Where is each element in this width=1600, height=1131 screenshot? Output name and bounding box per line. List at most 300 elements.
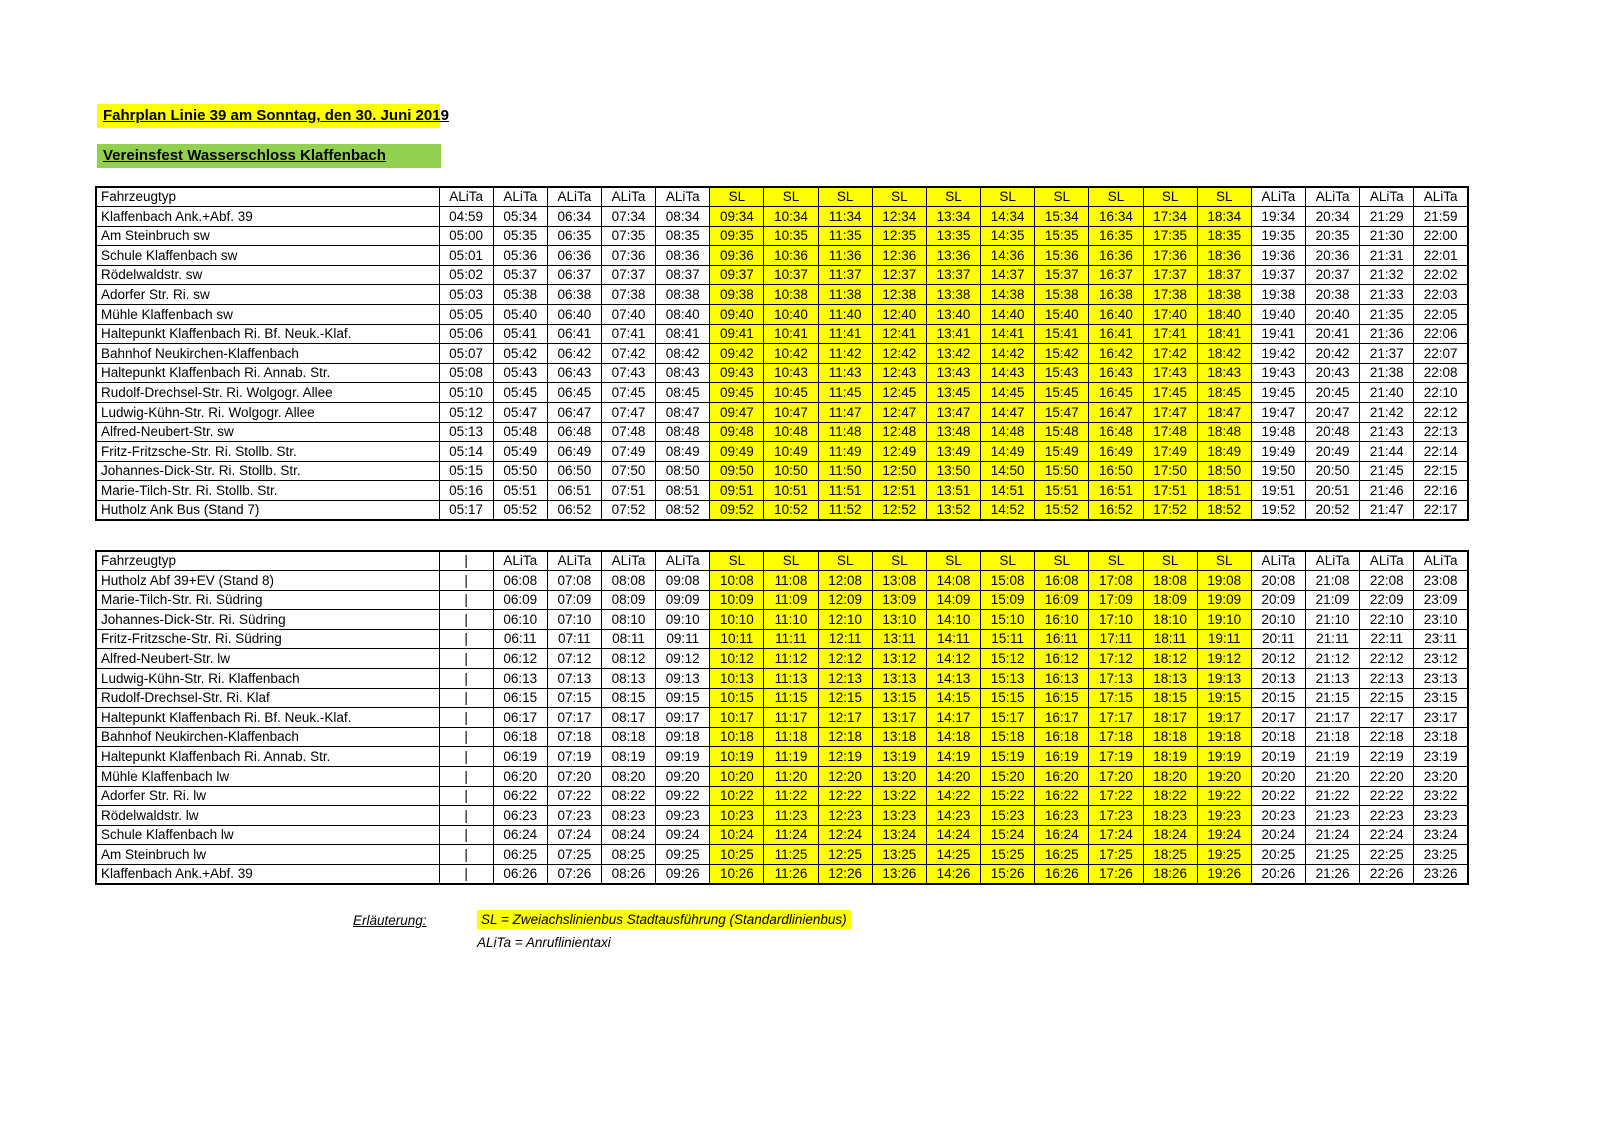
time-cell: 09:40 [710, 305, 764, 325]
time-cell: 20:40 [1306, 305, 1360, 325]
time-cell: 06:23 [493, 806, 547, 826]
time-cell: 22:23 [1360, 806, 1414, 826]
time-cell: 22:08 [1360, 571, 1414, 591]
time-cell: 16:26 [1035, 865, 1089, 885]
time-cell: 17:47 [1143, 403, 1197, 423]
station-cell: Rudolf-Drechsel-Str. Ri. Klaf [96, 688, 439, 708]
time-cell: 05:50 [493, 461, 547, 481]
time-cell: 22:12 [1360, 649, 1414, 669]
time-cell: 18:15 [1143, 688, 1197, 708]
timetable-row [96, 265, 1468, 285]
time-cell: 17:35 [1143, 226, 1197, 246]
time-cell: 18:41 [1197, 324, 1251, 344]
station-cell: Alfred-Neubert-Str. sw [96, 422, 439, 442]
time-cell: 15:08 [981, 571, 1035, 591]
time-cell: 21:19 [1306, 747, 1360, 767]
station-cell: Marie-Tilch-Str. Ri. Stollb. Str. [96, 481, 439, 501]
time-cell: 21:23 [1306, 806, 1360, 826]
time-cell: 14:40 [981, 305, 1035, 325]
timetable-row [96, 344, 1468, 364]
station-cell: Adorfer Str. Ri. sw [96, 285, 439, 305]
time-cell: 17:08 [1089, 571, 1143, 591]
time-cell: 20:25 [1251, 845, 1305, 865]
time-cell: 18:52 [1197, 501, 1251, 521]
column-header-alita: ALiTa [601, 187, 655, 207]
time-cell: 17:20 [1089, 767, 1143, 787]
continuation-mark-cell: | [439, 571, 493, 591]
time-cell: 08:38 [656, 285, 710, 305]
time-cell: 19:51 [1251, 481, 1305, 501]
timetable-row [96, 481, 1468, 501]
time-cell: 16:18 [1035, 727, 1089, 747]
time-cell: 17:10 [1089, 610, 1143, 630]
continuation-mark-cell: | [439, 629, 493, 649]
time-cell: 18:25 [1143, 845, 1197, 865]
time-cell: 10:42 [764, 344, 818, 364]
time-cell: 10:52 [764, 501, 818, 521]
time-cell: 15:51 [1035, 481, 1089, 501]
time-cell: 21:10 [1306, 610, 1360, 630]
time-cell: 09:42 [710, 344, 764, 364]
time-cell: 11:10 [764, 610, 818, 630]
time-cell: 08:09 [601, 590, 655, 610]
time-cell: 17:17 [1089, 708, 1143, 728]
continuation-mark-cell: | [439, 708, 493, 728]
continuation-mark-cell: | [439, 688, 493, 708]
continuation-mark-cell: | [439, 865, 493, 885]
timetable-row [96, 422, 1468, 442]
station-cell: Am Steinbruch lw [96, 845, 439, 865]
time-cell: 09:47 [710, 403, 764, 423]
time-cell: 18:08 [1143, 571, 1197, 591]
time-cell: 05:42 [493, 344, 547, 364]
column-header-alita: ALiTa [1306, 187, 1360, 207]
time-cell: 16:50 [1089, 461, 1143, 481]
time-cell: 06:52 [547, 501, 601, 521]
column-header-fahrzeugtyp: Fahrzeugtyp [96, 187, 439, 207]
time-cell: 20:22 [1251, 786, 1305, 806]
time-cell: 22:24 [1360, 825, 1414, 845]
timetable-row [96, 845, 1468, 865]
time-cell: 12:24 [818, 825, 872, 845]
time-cell: 21:18 [1306, 727, 1360, 747]
time-cell: 23:10 [1414, 610, 1468, 630]
time-cell: 06:12 [493, 649, 547, 669]
time-cell: 21:24 [1306, 825, 1360, 845]
time-cell: 10:45 [764, 383, 818, 403]
time-cell: 19:36 [1251, 246, 1305, 266]
column-header-alita: ALiTa [439, 187, 493, 207]
column-header-continuation: | [439, 551, 493, 571]
time-cell: 09:19 [656, 747, 710, 767]
timetable-row [96, 403, 1468, 423]
time-cell: 05:41 [493, 324, 547, 344]
time-cell: 06:25 [493, 845, 547, 865]
column-header-alita: ALiTa [1251, 551, 1305, 571]
time-cell: 13:34 [926, 207, 980, 227]
time-cell: 13:26 [872, 865, 926, 885]
time-cell: 07:41 [601, 324, 655, 344]
time-cell: 05:38 [493, 285, 547, 305]
time-cell: 23:25 [1414, 845, 1468, 865]
time-cell: 19:10 [1197, 610, 1251, 630]
time-cell: 14:12 [926, 649, 980, 669]
time-cell: 12:17 [818, 708, 872, 728]
time-cell: 09:49 [710, 442, 764, 462]
column-header-alita: ALiTa [1306, 551, 1360, 571]
time-cell: 12:15 [818, 688, 872, 708]
time-cell: 13:18 [872, 727, 926, 747]
time-cell: 06:35 [547, 226, 601, 246]
time-cell: 10:11 [710, 629, 764, 649]
time-cell: 05:37 [493, 265, 547, 285]
time-cell: 21:42 [1360, 403, 1414, 423]
time-cell: 07:34 [601, 207, 655, 227]
time-cell: 10:26 [710, 865, 764, 885]
time-cell: 15:18 [981, 727, 1035, 747]
column-header-sl: SL [710, 551, 764, 571]
time-cell: 13:12 [872, 649, 926, 669]
time-cell: 13:43 [926, 363, 980, 383]
time-cell: 06:38 [547, 285, 601, 305]
time-cell: 15:23 [981, 806, 1035, 826]
time-cell: 21:31 [1360, 246, 1414, 266]
time-cell: 11:43 [818, 363, 872, 383]
time-cell: 19:11 [1197, 629, 1251, 649]
time-cell: 07:24 [547, 825, 601, 845]
time-cell: 19:47 [1251, 403, 1305, 423]
time-cell: 21:43 [1360, 422, 1414, 442]
time-cell: 20:34 [1306, 207, 1360, 227]
time-cell: 23:17 [1414, 708, 1468, 728]
time-cell: 05:01 [439, 246, 493, 266]
time-cell: 16:37 [1089, 265, 1143, 285]
time-cell: 22:15 [1414, 461, 1468, 481]
time-cell: 21:22 [1306, 786, 1360, 806]
time-cell: 20:35 [1306, 226, 1360, 246]
time-cell: 14:43 [981, 363, 1035, 383]
page-title: Fahrplan Linie 39 am Sonntag, den 30. Juni 2019 [97, 104, 440, 128]
time-cell: 17:45 [1143, 383, 1197, 403]
time-cell: 09:20 [656, 767, 710, 787]
timetable-row [96, 610, 1468, 630]
time-cell: 10:23 [710, 806, 764, 826]
column-header-sl: SL [926, 187, 980, 207]
time-cell: 08:42 [656, 344, 710, 364]
time-cell: 08:11 [601, 629, 655, 649]
time-cell: 18:13 [1143, 669, 1197, 689]
time-cell: 23:22 [1414, 786, 1468, 806]
time-cell: 08:51 [656, 481, 710, 501]
time-cell: 21:09 [1306, 590, 1360, 610]
column-header-alita: ALiTa [547, 551, 601, 571]
time-cell: 07:36 [601, 246, 655, 266]
time-cell: 20:13 [1251, 669, 1305, 689]
time-cell: 18:34 [1197, 207, 1251, 227]
time-cell: 08:08 [601, 571, 655, 591]
legend-line-alita: ALiTa = Anruflinientaxi [477, 935, 611, 950]
time-cell: 05:13 [439, 422, 493, 442]
time-cell: 09:45 [710, 383, 764, 403]
time-cell: 21:12 [1306, 649, 1360, 669]
station-cell: Marie-Tilch-Str. Ri. Südring [96, 590, 439, 610]
time-cell: 09:09 [656, 590, 710, 610]
station-cell: Adorfer Str. Ri. lw [96, 786, 439, 806]
time-cell: 18:48 [1197, 422, 1251, 442]
time-cell: 13:50 [926, 461, 980, 481]
time-cell: 05:49 [493, 442, 547, 462]
time-cell: 19:42 [1251, 344, 1305, 364]
time-cell: 08:26 [601, 865, 655, 885]
time-cell: 17:48 [1143, 422, 1197, 442]
time-cell: 12:09 [818, 590, 872, 610]
time-cell: 10:22 [710, 786, 764, 806]
time-cell: 18:12 [1143, 649, 1197, 669]
column-header-alita: ALiTa [1414, 187, 1468, 207]
time-cell: 19:41 [1251, 324, 1305, 344]
time-cell: 15:40 [1035, 305, 1089, 325]
time-cell: 07:18 [547, 727, 601, 747]
time-cell: 07:26 [547, 865, 601, 885]
time-cell: 05:48 [493, 422, 547, 442]
time-cell: 09:34 [710, 207, 764, 227]
time-cell: 18:22 [1143, 786, 1197, 806]
timetable-row [96, 571, 1468, 591]
time-cell: 07:47 [601, 403, 655, 423]
time-cell: 06:47 [547, 403, 601, 423]
time-cell: 06:20 [493, 767, 547, 787]
time-cell: 18:37 [1197, 265, 1251, 285]
time-cell: 17:23 [1089, 806, 1143, 826]
column-header-sl: SL [981, 187, 1035, 207]
time-cell: 06:49 [547, 442, 601, 462]
time-cell: 07:25 [547, 845, 601, 865]
time-cell: 11:36 [818, 246, 872, 266]
time-cell: 13:41 [926, 324, 980, 344]
time-cell: 22:06 [1414, 324, 1468, 344]
time-cell: 15:20 [981, 767, 1035, 787]
time-cell: 18:35 [1197, 226, 1251, 246]
time-cell: 22:07 [1414, 344, 1468, 364]
time-cell: 09:18 [656, 727, 710, 747]
time-cell: 21:29 [1360, 207, 1414, 227]
time-cell: 21:38 [1360, 363, 1414, 383]
time-cell: 19:22 [1197, 786, 1251, 806]
timetable-row [96, 207, 1468, 227]
time-cell: 20:37 [1306, 265, 1360, 285]
time-cell: 06:51 [547, 481, 601, 501]
continuation-mark-cell: | [439, 825, 493, 845]
column-header-sl: SL [764, 187, 818, 207]
time-cell: 11:42 [818, 344, 872, 364]
time-cell: 16:20 [1035, 767, 1089, 787]
time-cell: 05:14 [439, 442, 493, 462]
time-cell: 22:17 [1360, 708, 1414, 728]
time-cell: 19:52 [1251, 501, 1305, 521]
time-cell: 19:34 [1251, 207, 1305, 227]
time-cell: 17:34 [1143, 207, 1197, 227]
time-cell: 11:20 [764, 767, 818, 787]
time-cell: 12:26 [818, 865, 872, 885]
time-cell: 11:22 [764, 786, 818, 806]
time-cell: 04:59 [439, 207, 493, 227]
time-cell: 07:09 [547, 590, 601, 610]
time-cell: 15:24 [981, 825, 1035, 845]
time-cell: 07:42 [601, 344, 655, 364]
time-cell: 14:52 [981, 501, 1035, 521]
time-cell: 12:23 [818, 806, 872, 826]
time-cell: 23:09 [1414, 590, 1468, 610]
time-cell: 14:50 [981, 461, 1035, 481]
column-header-alita: ALiTa [547, 187, 601, 207]
time-cell: 08:25 [601, 845, 655, 865]
column-header-sl: SL [1089, 551, 1143, 571]
time-cell: 20:23 [1251, 806, 1305, 826]
time-cell: 10:43 [764, 363, 818, 383]
time-cell: 12:08 [818, 571, 872, 591]
station-cell: Johannes-Dick-Str. Ri. Südring [96, 610, 439, 630]
time-cell: 23:13 [1414, 669, 1468, 689]
column-header-alita: ALiTa [1251, 187, 1305, 207]
time-cell: 12:42 [872, 344, 926, 364]
time-cell: 12:40 [872, 305, 926, 325]
time-cell: 14:38 [981, 285, 1035, 305]
time-cell: 22:26 [1360, 865, 1414, 885]
time-cell: 09:08 [656, 571, 710, 591]
time-cell: 17:38 [1143, 285, 1197, 305]
time-cell: 20:36 [1306, 246, 1360, 266]
time-cell: 17:49 [1143, 442, 1197, 462]
time-cell: 14:19 [926, 747, 980, 767]
time-cell: 08:17 [601, 708, 655, 728]
time-cell: 11:49 [818, 442, 872, 462]
time-cell: 14:37 [981, 265, 1035, 285]
timetable-row [96, 669, 1468, 689]
time-cell: 10:48 [764, 422, 818, 442]
time-cell: 19:13 [1197, 669, 1251, 689]
time-cell: 13:17 [872, 708, 926, 728]
time-cell: 14:25 [926, 845, 980, 865]
time-cell: 20:50 [1306, 461, 1360, 481]
column-header-sl: SL [926, 551, 980, 571]
time-cell: 08:12 [601, 649, 655, 669]
time-cell: 07:10 [547, 610, 601, 630]
time-cell: 15:43 [1035, 363, 1089, 383]
time-cell: 07:08 [547, 571, 601, 591]
timetable-row [96, 246, 1468, 266]
time-cell: 14:34 [981, 207, 1035, 227]
time-cell: 20:52 [1306, 501, 1360, 521]
time-cell: 10:17 [710, 708, 764, 728]
time-cell: 05:51 [493, 481, 547, 501]
timetable-row [96, 649, 1468, 669]
time-cell: 11:17 [764, 708, 818, 728]
time-cell: 21:30 [1360, 226, 1414, 246]
time-cell: 19:09 [1197, 590, 1251, 610]
time-cell: 18:10 [1143, 610, 1197, 630]
time-cell: 06:37 [547, 265, 601, 285]
time-cell: 20:41 [1306, 324, 1360, 344]
time-cell: 22:25 [1360, 845, 1414, 865]
time-cell: 11:51 [818, 481, 872, 501]
time-cell: 05:43 [493, 363, 547, 383]
time-cell: 13:25 [872, 845, 926, 865]
time-cell: 22:16 [1414, 481, 1468, 501]
time-cell: 11:38 [818, 285, 872, 305]
time-cell: 16:22 [1035, 786, 1089, 806]
continuation-mark-cell: | [439, 806, 493, 826]
time-cell: 13:52 [926, 501, 980, 521]
time-cell: 08:20 [601, 767, 655, 787]
time-cell: 05:34 [493, 207, 547, 227]
time-cell: 06:10 [493, 610, 547, 630]
column-header-sl: SL [1197, 551, 1251, 571]
column-header-sl: SL [1035, 187, 1089, 207]
time-cell: 05:10 [439, 383, 493, 403]
time-cell: 14:13 [926, 669, 980, 689]
time-cell: 16:40 [1089, 305, 1143, 325]
time-cell: 08:10 [601, 610, 655, 630]
time-cell: 20:18 [1251, 727, 1305, 747]
time-cell: 10:09 [710, 590, 764, 610]
time-cell: 12:52 [872, 501, 926, 521]
time-cell: 05:02 [439, 265, 493, 285]
time-cell: 15:34 [1035, 207, 1089, 227]
time-cell: 17:51 [1143, 481, 1197, 501]
station-cell: Bahnhof Neukirchen-Klaffenbach [96, 727, 439, 747]
time-cell: 16:36 [1089, 246, 1143, 266]
time-cell: 07:45 [601, 383, 655, 403]
time-cell: 10:18 [710, 727, 764, 747]
time-cell: 14:36 [981, 246, 1035, 266]
time-cell: 11:35 [818, 226, 872, 246]
time-cell: 06:48 [547, 422, 601, 442]
station-cell: Hutholz Ank Bus (Stand 7) [96, 501, 439, 521]
time-cell: 19:18 [1197, 727, 1251, 747]
time-cell: 21:37 [1360, 344, 1414, 364]
time-cell: 12:12 [818, 649, 872, 669]
time-cell: 22:05 [1414, 305, 1468, 325]
time-cell: 09:24 [656, 825, 710, 845]
time-cell: 22:19 [1360, 747, 1414, 767]
column-header-sl: SL [710, 187, 764, 207]
column-header-sl: SL [981, 551, 1035, 571]
time-cell: 12:13 [818, 669, 872, 689]
time-cell: 15:13 [981, 669, 1035, 689]
timetable-row [96, 442, 1468, 462]
time-cell: 17:18 [1089, 727, 1143, 747]
time-cell: 15:11 [981, 629, 1035, 649]
time-cell: 19:50 [1251, 461, 1305, 481]
station-cell: Hutholz Abf 39+EV (Stand 8) [96, 571, 439, 591]
time-cell: 18:38 [1197, 285, 1251, 305]
time-cell: 15:49 [1035, 442, 1089, 462]
time-cell: 16:24 [1035, 825, 1089, 845]
timetable-row [96, 806, 1468, 826]
time-cell: 09:25 [656, 845, 710, 865]
time-cell: 16:08 [1035, 571, 1089, 591]
column-header-alita: ALiTa [1360, 187, 1414, 207]
time-cell: 19:19 [1197, 747, 1251, 767]
time-cell: 16:49 [1089, 442, 1143, 462]
time-cell: 12:47 [872, 403, 926, 423]
time-cell: 21:13 [1306, 669, 1360, 689]
time-cell: 07:38 [601, 285, 655, 305]
time-cell: 06:26 [493, 865, 547, 885]
time-cell: 21:17 [1306, 708, 1360, 728]
time-cell: 22:09 [1360, 590, 1414, 610]
time-cell: 15:42 [1035, 344, 1089, 364]
